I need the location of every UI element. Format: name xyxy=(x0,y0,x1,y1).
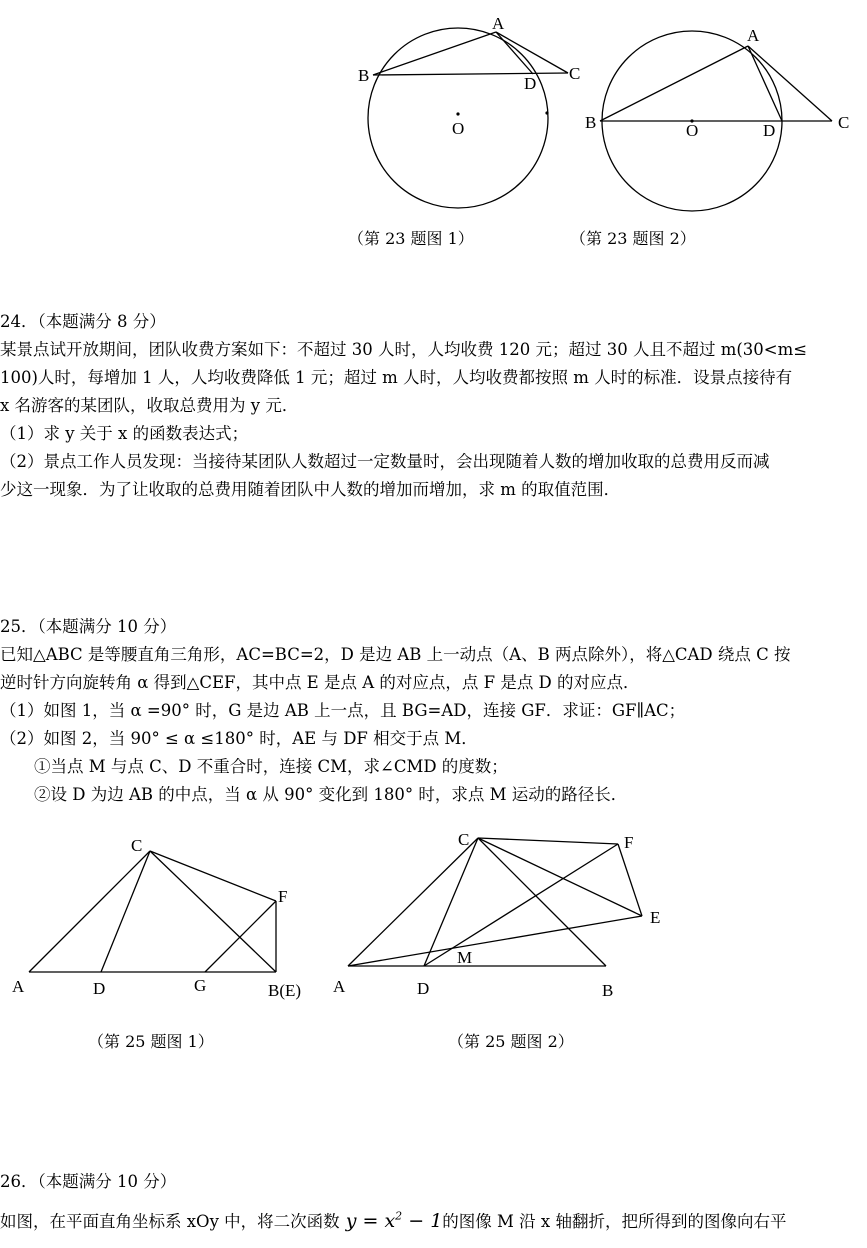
label-b: B xyxy=(585,113,597,132)
q23-figure-2 xyxy=(580,18,860,218)
label-d: D xyxy=(417,979,430,998)
label-a: A xyxy=(12,977,25,996)
segment-bc xyxy=(373,73,568,75)
label-c: C xyxy=(838,113,850,132)
segment-cf xyxy=(478,838,618,844)
q23-figure-1 xyxy=(355,10,595,235)
q25-heading: 25．（本题满分 10 分） xyxy=(0,617,177,636)
segment-ba xyxy=(600,46,748,121)
label-m: M xyxy=(457,948,473,967)
q26-line-1 xyxy=(0,1208,786,1232)
label-b: B xyxy=(602,981,614,1000)
center-dot xyxy=(456,112,459,115)
q23-caption-1: （第 23 题图 1） xyxy=(348,229,474,248)
label-f: F xyxy=(624,833,634,852)
segment-cd xyxy=(424,838,478,966)
segment-ca xyxy=(29,851,150,972)
q25-line-5: ①当点 M 与点 C、D 不重合时，连接 CM，求∠CMD 的度数； xyxy=(34,757,508,776)
q24-line-3: x 名游客的某团队，收取总费用为 y 元． xyxy=(0,396,299,415)
mark-dot xyxy=(545,111,548,114)
label-b: B(E) xyxy=(268,981,302,1000)
q24-line-2: 100)人时，每增加 1 人，人均收费降低 1 元；超过 m 人时，人均收费都按照 m 人时的标准．设景点接待有 xyxy=(0,368,793,387)
label-c: C xyxy=(458,830,470,849)
q25-line-3: （1）如图 1，当 α =90° 时，G 是边 AB 上一点，且 BG=AD，连接 GF．求证：GF∥AC； xyxy=(0,701,686,720)
label-b: B xyxy=(358,66,370,85)
label-c: C xyxy=(131,836,143,855)
segment-ad xyxy=(496,32,533,74)
q25-line-1: 已知△ABC 是等腰直角三角形，AC=BC=2，D 是边 AB 上一动点（A、B 两点除外），将△CAD 绕点 C 按 xyxy=(0,645,791,664)
q24-line-5: （2）景点工作人员发现：当接待某团队人数超过一定数量时，会出现随着人数的增加收取的总费用反而减 xyxy=(0,452,770,471)
q25-line-6: ②设 D 为边 AB 的中点，当 α 从 90° 变化到 180° 时，求点 M 运动的路径长． xyxy=(34,785,628,804)
q25-figure-2 xyxy=(320,820,680,1005)
segment-cb xyxy=(478,838,606,966)
segment-fe xyxy=(618,844,642,916)
label-o: O xyxy=(452,119,465,138)
q25-caption-1: （第 25 题图 1） xyxy=(88,1032,214,1051)
label-d: D xyxy=(524,74,537,93)
q26-text-pre: 如图，在平面直角坐标系 xOy 中，将二次函数 xyxy=(0,1212,340,1231)
label-c: C xyxy=(569,64,581,83)
segment-cf xyxy=(150,851,276,901)
circle-o xyxy=(368,28,548,208)
label-a: A xyxy=(333,977,346,996)
q25-figure-1 xyxy=(0,830,320,1010)
segment-cb xyxy=(150,851,276,972)
label-d: D xyxy=(763,121,776,140)
label-f: F xyxy=(278,887,288,906)
q25-line-4: （2）如图 2，当 90° ≤ α ≤180° 时，AE 与 DF 相交于点 M． xyxy=(0,729,478,748)
q24-line-4: （1）求 y 关于 x 的函数表达式； xyxy=(0,424,249,443)
q24-line-6: 少这一现象．为了让收取的总费用随着团队中人数的增加而增加，求 m 的取值范围． xyxy=(0,480,621,499)
segment-ad xyxy=(748,46,782,121)
label-d: D xyxy=(93,979,106,998)
q26-heading: 26．（本题满分 10 分） xyxy=(0,1172,177,1191)
label-g: G xyxy=(194,976,207,995)
q24-heading: 24．（本题满分 8 分） xyxy=(0,312,166,331)
segment-ce xyxy=(478,838,642,916)
q26-text-post: 的图像 M 沿 x 轴翻折，把所得到的图像向右平 xyxy=(442,1212,787,1231)
label-a: A xyxy=(492,14,505,33)
q25-line-2: 逆时针方向旋转角 α 得到△CEF，其中点 E 是点 A 的对应点，点 F 是点 D 的对应点． xyxy=(0,673,640,692)
segment-cd xyxy=(101,851,150,972)
q26-formula: $y = x^2 - 1$ xyxy=(345,1209,443,1232)
label-o: O xyxy=(686,121,699,140)
label-a: A xyxy=(747,26,760,45)
q23-caption-2: （第 23 题图 2） xyxy=(570,229,696,248)
q24-line-1: 某景点试开放期间，团队收费方案如下：不超过 30 人时，人均收费 120 元；超过 30 人且不超过 m(30<m≤ xyxy=(0,340,808,359)
label-e: E xyxy=(650,908,661,927)
segment-ac xyxy=(748,46,832,121)
q25-caption-2: （第 25 题图 2） xyxy=(448,1032,574,1051)
segment-ba xyxy=(373,32,496,75)
